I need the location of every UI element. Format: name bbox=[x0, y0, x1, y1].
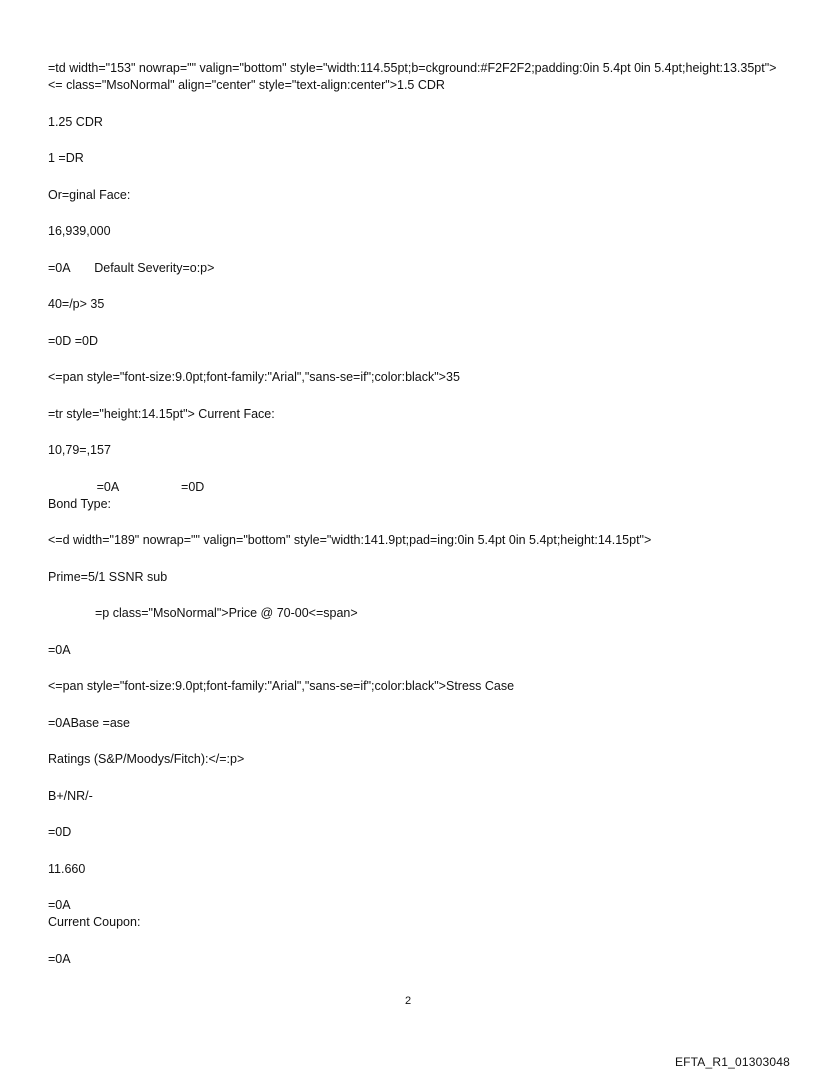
text-line-6: =0A Default Severity=o:p> bbox=[48, 260, 215, 275]
text-line-18: B+/NR/- bbox=[48, 788, 93, 803]
text-line-7: 40=/p> 35 bbox=[48, 297, 105, 311]
text-line-17: Ratings (S&P/Moodys/Fitch):</=:p> bbox=[48, 752, 245, 766]
text-line-4: Or=ginal Face: bbox=[48, 187, 131, 202]
page-number: 2 bbox=[404, 995, 412, 1007]
text-line-20: 11.660 bbox=[48, 861, 86, 876]
text-line-1: =td width="153" nowrap="" valign="bottom" style="width:114.55pt;b=ckground:#F2F2F2;padding:0in 5.4pt 0in 5.4pt;height:13.35pt"> <= class="MsoNormal" align="center" style="text-align:center">1.5 CDR bbox=[48, 61, 777, 92]
text-line-2: 1.25 CDR bbox=[48, 114, 103, 129]
coupon-code: =0A bbox=[48, 898, 71, 912]
price-line: =p class="MsoNormal">Price @ 70-00<=span> bbox=[95, 606, 358, 620]
text-line-12: <=d width="189" nowrap="" valign="bottom" style="width:141.9pt;pad=ing:0in 5.4pt 0in 5.4pt;height:14.15pt"> bbox=[48, 533, 652, 547]
text-line-9: <=pan style="font-size:9.0pt;font-family:"Arial","sans-se=if";color:black">35 bbox=[48, 370, 460, 384]
text-line-16: =0ABase =ase bbox=[48, 715, 131, 730]
bond-type-label: Bond Type: bbox=[48, 496, 112, 511]
coupon-label: Current Coupon: bbox=[48, 915, 141, 929]
text-line-11: 10,79=,157 bbox=[48, 443, 111, 457]
bond-type-block bbox=[48, 479, 778, 513]
text-line-13: Prime=5/1 SSNR sub bbox=[48, 569, 168, 584]
text-line-5: 16,939,000 bbox=[48, 224, 111, 238]
text-line-14: =0A bbox=[48, 642, 71, 657]
text-line-15: <=pan style="font-size:9.0pt;font-family:"Arial","sans-se=if";color:black">Stress Case bbox=[48, 679, 515, 693]
document-id: EFTA_R1_01303048 bbox=[674, 1055, 790, 1069]
text-line-10: =tr style="height:14.15pt"> Current Face: bbox=[48, 406, 275, 421]
text-line-8: =0D =0D bbox=[48, 333, 99, 348]
document-body bbox=[48, 60, 778, 987]
text-line-21: =0A bbox=[48, 951, 71, 966]
bond-type-codes: =0A =0D bbox=[48, 479, 205, 494]
text-line-19: =0D bbox=[48, 825, 72, 839]
text-line-3: 1 =DR bbox=[48, 151, 84, 165]
current-coupon-block bbox=[48, 897, 778, 931]
